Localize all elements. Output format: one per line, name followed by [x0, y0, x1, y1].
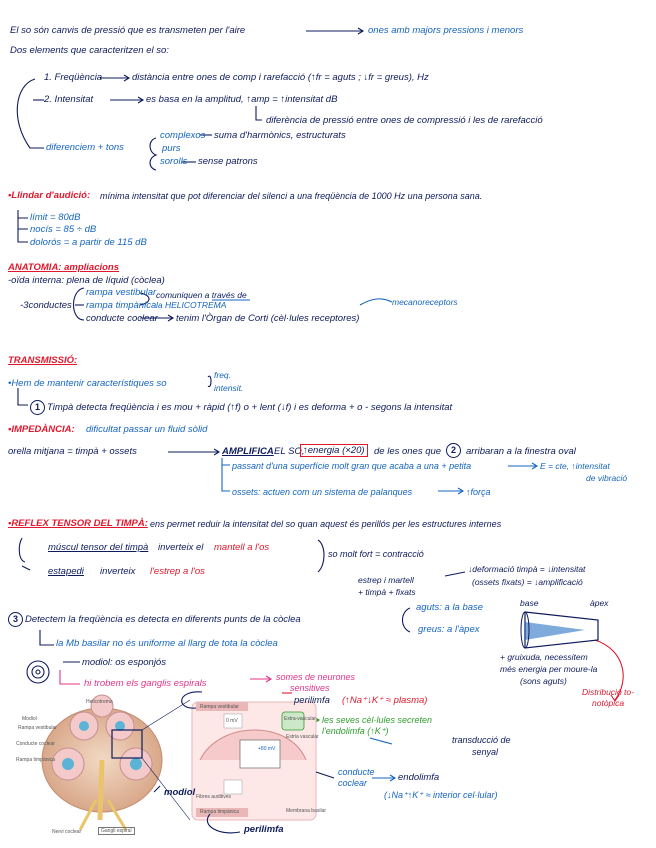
- endolimfa-label: endolimfa: [398, 772, 440, 783]
- dif-label: diferenciem + tons: [46, 142, 124, 153]
- helicotrema: la HELICOTREMA: [156, 300, 227, 310]
- ossets-palanques: ossets: actuen com un sistema de palanques: [232, 487, 413, 497]
- gruixuda: + gruixuda, necessitem: [500, 652, 588, 662]
- de-les-ones: de les ones que: [374, 446, 442, 457]
- sons-aguts: (sons aguts): [520, 676, 567, 686]
- anatomia-conductes: -3conductes: [20, 300, 72, 311]
- mes-energia: més energia per moure-la: [500, 664, 598, 674]
- eq-def: E = cte, ↑intensitat: [540, 461, 610, 471]
- illus-rampa-timp-2: Rampa timpànica: [200, 809, 239, 815]
- illus-extra: Extra-vascular: [284, 716, 316, 722]
- transmisio-title: TRANSMISSIÓ:: [8, 355, 78, 366]
- amplifica: AMPLIFICA: [222, 446, 274, 457]
- timpa-fixats: + timpà + fixats: [358, 587, 416, 597]
- illus-rampa-vest: Rampa vestibular: [18, 725, 57, 731]
- deformacio: ↓deformació timpà = ↓intensitat: [468, 564, 586, 574]
- ossets-fixats: (ossets fixats) = ↓amplificació: [472, 577, 583, 587]
- illus-conducte: Conducte coclear: [16, 741, 55, 747]
- mantell: mantell a l'os: [214, 542, 270, 553]
- illus-nervi: Nervi coclear: [52, 829, 82, 835]
- sorolls-def: sense patrons: [198, 156, 258, 167]
- estapedi-def: inverteix: [100, 566, 136, 577]
- perilimfa-ions: (↑Na⁺↓K⁺ ≈ plasma): [342, 695, 428, 706]
- modiol-line: modiol: os esponjós: [82, 657, 166, 668]
- el-so: EL SO,: [274, 446, 305, 457]
- llindar-l3: dolorós = a partir de 115 dB: [30, 237, 147, 248]
- transduccio: transducció de: [452, 735, 511, 745]
- illus-gangli: Gangli espiral: [98, 827, 135, 835]
- reflex-title: •REFLEX TENSOR DEL TIMPÀ:: [8, 518, 148, 529]
- oreja-mitjana: orella mitjana = timpà + ossets: [8, 446, 137, 457]
- complexos-def: suma d'harmònics, estructurats: [214, 130, 346, 141]
- ganglis: hi trobem els ganglis espirals: [84, 678, 207, 689]
- perilimfa-label-2: perilimfa: [244, 824, 284, 835]
- so-molt-fort: so molt fort = contracció: [328, 549, 424, 559]
- apex-label: àpex: [590, 598, 609, 608]
- modiol-label: modiol: [164, 787, 196, 798]
- int-sub: diferència de pressió entre ones de compressió i les de rarefacció: [266, 115, 543, 126]
- distribucio: Distribució to-: [582, 687, 634, 697]
- transmisio-l1: •Hem de mantenir característiques so: [8, 378, 167, 389]
- rampa-timpanica: rampa timpànica: [86, 300, 157, 311]
- estapedi: estapedi: [48, 566, 84, 577]
- llindar-def: mínima intensitat que pot diferenciar del silenci a una freqüència de 1000 Hz una persona sana.: [100, 191, 483, 201]
- int-def: es basa en la amplitud, ↑amp = ↑intensitat dB: [146, 94, 338, 105]
- perilimfa-label: perilimfa: [294, 695, 330, 706]
- illus-80mv: +80 mV: [258, 746, 276, 752]
- intro-line-2: Dos elements que caracteritzen el so:: [10, 45, 169, 56]
- rampa-vestibular: rampa vestibular: [86, 287, 157, 298]
- step-number-3: 3: [8, 612, 23, 627]
- endolimfa-secretada: l'endolimfa (↑K⁺): [322, 726, 389, 736]
- tonotopica: notòpica: [592, 698, 625, 708]
- illus-fibres: Fibres auditives: [196, 794, 232, 800]
- conducte-coclear: conducte coclear: [86, 313, 158, 324]
- llindar-l2: nocís = 85 ÷ dB: [30, 224, 97, 235]
- complexos: complexos: [160, 130, 206, 141]
- estrep: l'estrep a l'os: [150, 566, 205, 577]
- illus-0mv: 0 mV: [226, 718, 238, 724]
- forca: ↑força: [466, 487, 491, 497]
- somes2: sensitives: [290, 683, 330, 693]
- step-number-2: 2: [446, 443, 461, 458]
- muscul-tensor: múscul tensor del timpà: [48, 542, 149, 553]
- anatomia-title: ANATOMIA: ampliacions: [8, 262, 120, 273]
- freq-detect-title: Detectem la freqüència es detecta en diferents punts de la còclea: [25, 614, 301, 625]
- intro-line-1: El so són canvis de pressió que es transmeten per l'aire: [10, 25, 246, 36]
- freq-label: 1. Freqüència: [44, 72, 103, 83]
- de-vibracio: de vibració: [586, 473, 628, 483]
- coclear-label: coclear: [338, 778, 368, 788]
- conducte-label: conducte: [338, 767, 375, 777]
- llindar-l1: límit = 80dB: [30, 212, 81, 223]
- illus-helicotrema: Helicotrema: [86, 699, 113, 705]
- impedancia-title: •IMPEDÀNCIA:: [8, 424, 75, 435]
- impedancia-def: dificultat passar un fluid sòlid: [86, 424, 208, 435]
- conducte-def: tenim l'Òrgan de Corti (cèl·lules receptores): [176, 313, 360, 324]
- base-label: base: [520, 598, 539, 608]
- int-label: 2. Intensitat: [44, 94, 94, 105]
- reflex-def: ens permet reduir la intensitat del so quan aquest és perillós per les estructures internes: [150, 519, 502, 529]
- greus-apex: greus: a l'àpex: [418, 624, 480, 635]
- mb-basilar: la Mb basilar no és uniforme al llarg de tota la còclea: [56, 638, 278, 649]
- llindar-title: •Llindar d'audició:: [8, 190, 91, 201]
- energia-box: ↑energia (×20): [300, 444, 368, 457]
- illus-estria: Estria vascular: [286, 734, 319, 740]
- freq-def: distància entre ones de comp i rarefacció (↑fr = aguts ; ↓fr = greus), Hz: [132, 72, 429, 83]
- passant: passant d'una superfície molt gran que acaba a una + petita: [232, 461, 472, 471]
- mecanoreceptors: mecanoreceptors: [392, 297, 458, 307]
- somes: somes de neurones: [276, 672, 356, 682]
- illus-rampa-timp: Rampa timpànica: [16, 757, 55, 763]
- illus-modiol: Modiol: [22, 716, 37, 722]
- endolimfa-ions: (↓Na⁺↑K⁺ ≈ interior cel·lular): [384, 790, 498, 800]
- cels-secreten: les seves cèl·lules secreten: [322, 715, 433, 725]
- anatomia-oida: -oïda interna: plena de líquid (còclea): [8, 275, 165, 286]
- muscul-def: inverteix el: [158, 542, 204, 553]
- intro-line-1b: ones amb majors pressions i menors: [368, 25, 524, 36]
- illus-membrana: Membrana basilar: [286, 808, 327, 814]
- step1-text: Timpà detecta freqüència i es mou + ràpid (↑f) o + lent (↓f) i es deforma + o - segons la intensitat: [47, 402, 453, 413]
- transmisio-freq: freq.: [214, 370, 232, 380]
- estrep-martell: estrep i martell: [358, 575, 414, 585]
- aguts-base: aguts: a la base: [416, 602, 484, 613]
- comuniquen: comuniquen a través de: [156, 290, 247, 300]
- sorolls: sorolls: [160, 156, 188, 167]
- illus-rampa-vest-2: Rampa vestibular: [200, 704, 239, 710]
- step-number-1: 1: [30, 400, 45, 415]
- purs: purs: [162, 143, 181, 154]
- senyal: senyal: [472, 747, 499, 757]
- transmisio-intensit: intensit.: [214, 383, 244, 393]
- arriben: arribaran a la finestra oval: [466, 446, 576, 457]
